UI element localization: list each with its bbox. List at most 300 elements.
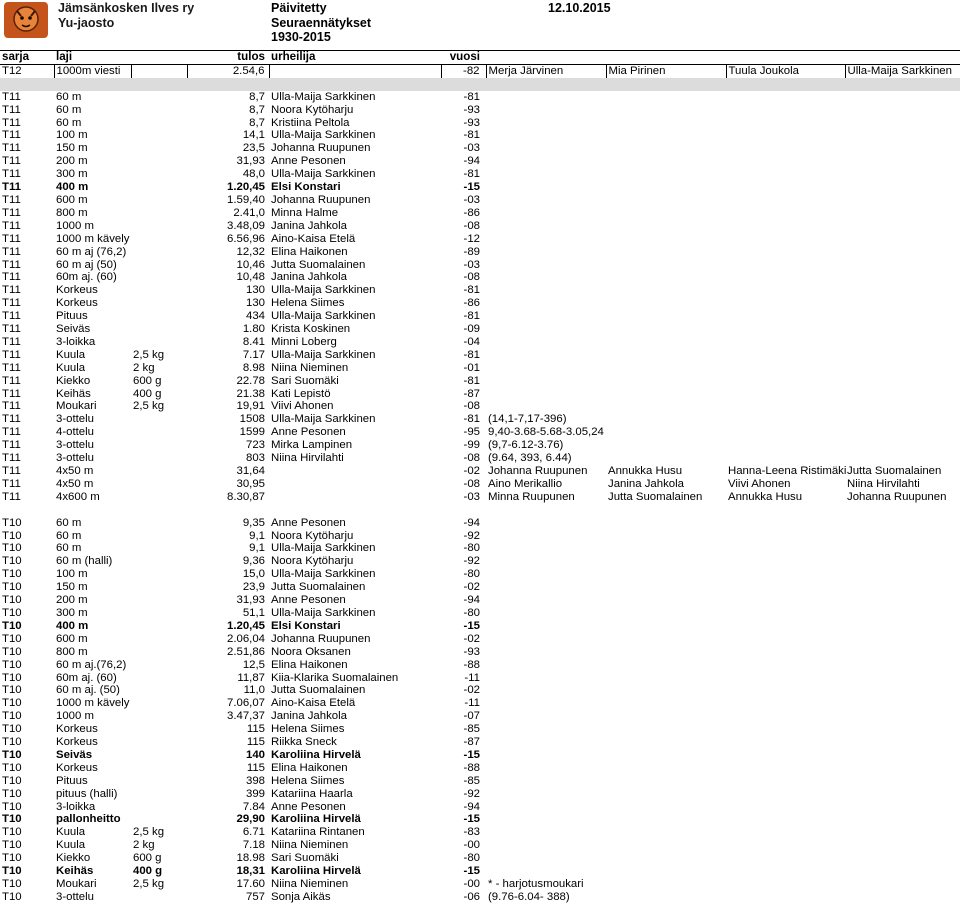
table-cell: T11 bbox=[2, 297, 21, 310]
table-cell: T10 bbox=[2, 878, 22, 890]
table-cell bbox=[845, 362, 960, 375]
table-cell bbox=[726, 181, 845, 194]
table-cell bbox=[606, 388, 726, 401]
table-row bbox=[0, 259, 960, 272]
section-name: Yu-jaosto bbox=[58, 16, 115, 30]
table-cell: 757 bbox=[245, 890, 265, 903]
table-cell bbox=[486, 323, 606, 336]
table-cell bbox=[486, 749, 606, 762]
table-cell: Johanna Ruupunen bbox=[847, 490, 947, 503]
table-cell bbox=[845, 581, 960, 594]
table-cell: -06 bbox=[463, 890, 480, 903]
table-cell bbox=[486, 246, 606, 259]
table-cell bbox=[726, 349, 845, 362]
table-cell bbox=[845, 129, 960, 142]
updated-date: 12.10.2015 bbox=[548, 1, 611, 15]
table-cell bbox=[606, 684, 726, 697]
table-cell bbox=[486, 310, 606, 323]
table-cell bbox=[606, 439, 726, 452]
table-cell bbox=[845, 91, 960, 104]
table-cell bbox=[845, 194, 960, 207]
table-cell: -02 bbox=[463, 684, 480, 697]
table-cell: 7.06,07 bbox=[226, 697, 265, 710]
table-cell: T10 bbox=[2, 632, 22, 645]
table-cell: Seiväs bbox=[56, 748, 93, 761]
table-row bbox=[0, 491, 960, 504]
table-cell bbox=[845, 117, 960, 130]
table-row bbox=[0, 284, 960, 297]
table-cell: Aino Merikallio bbox=[488, 477, 563, 490]
table-row bbox=[0, 142, 960, 155]
table-cell: Janina Jahkola bbox=[271, 271, 347, 284]
table-cell: 100 m bbox=[56, 129, 88, 142]
table-cell bbox=[486, 672, 606, 685]
table-cell bbox=[486, 117, 606, 130]
table-cell: Minna Ruupunen bbox=[488, 490, 575, 503]
table-cell: 1.20,45 bbox=[226, 619, 265, 632]
table-cell bbox=[486, 697, 606, 710]
table-row bbox=[0, 736, 960, 749]
table-cell: 150 m bbox=[56, 142, 88, 155]
table-row bbox=[0, 697, 960, 710]
table-cell: 3-ottelu bbox=[56, 890, 94, 903]
page-header bbox=[0, 0, 960, 48]
table-cell bbox=[606, 362, 726, 375]
table-cell: Anne Pesonen bbox=[271, 155, 346, 168]
table-cell: sarja bbox=[0, 51, 54, 65]
table-cell: T10 bbox=[2, 671, 22, 684]
table-cell bbox=[726, 542, 845, 555]
table-cell bbox=[486, 400, 606, 413]
table-cell: 60 m aj.(76,2) bbox=[56, 658, 127, 671]
table-cell: -12 bbox=[463, 232, 480, 245]
table-cell: 23,9 bbox=[242, 581, 265, 594]
table-cell bbox=[131, 568, 187, 581]
table-cell: Annukka Husu bbox=[608, 465, 683, 477]
table-cell: 6.71 bbox=[242, 826, 265, 839]
table-cell bbox=[845, 310, 960, 323]
table-row bbox=[0, 568, 960, 581]
table-cell bbox=[131, 129, 187, 142]
table-cell: Pituus bbox=[56, 310, 88, 323]
table-cell: -86 bbox=[463, 206, 480, 219]
table-cell: 600 m bbox=[56, 632, 88, 645]
table-cell bbox=[845, 388, 960, 401]
table-cell bbox=[486, 684, 606, 697]
table-cell bbox=[606, 801, 726, 814]
table-row bbox=[0, 426, 960, 439]
table-cell: -81 bbox=[463, 348, 480, 361]
table-cell: -88 bbox=[463, 761, 480, 774]
table-cell bbox=[845, 426, 960, 439]
table-cell bbox=[845, 775, 960, 788]
table-cell: Ulla-Maija Sarkkinen bbox=[845, 64, 960, 77]
table-cell: -00 bbox=[463, 878, 480, 890]
table-cell: T10 bbox=[2, 723, 22, 736]
table-cell: T10 bbox=[2, 839, 22, 852]
table-cell bbox=[131, 478, 187, 491]
table-cell: T10 bbox=[2, 787, 22, 800]
table-cell bbox=[131, 413, 187, 426]
table-cell bbox=[131, 672, 187, 685]
table-cell bbox=[486, 762, 606, 775]
table-cell bbox=[131, 517, 187, 530]
table-cell bbox=[606, 659, 726, 672]
table-cell: 22.78 bbox=[236, 374, 265, 387]
table-cell: Kati Lepistö bbox=[271, 387, 331, 400]
table-cell bbox=[845, 710, 960, 723]
table-cell bbox=[726, 852, 845, 865]
table-cell: Kristiina Peltola bbox=[271, 116, 350, 129]
table-row bbox=[0, 801, 960, 814]
table-row bbox=[0, 852, 960, 865]
table-cell: 4x50 m bbox=[56, 477, 94, 490]
table-cell: -88 bbox=[463, 658, 480, 671]
table-cell: 399 bbox=[245, 787, 265, 800]
table-cell: Ulla-Maija Sarkkinen bbox=[271, 90, 376, 103]
table-cell bbox=[726, 284, 845, 297]
table-cell bbox=[606, 91, 726, 104]
table-cell bbox=[845, 697, 960, 710]
table-cell bbox=[486, 620, 606, 633]
table-cell: 60 m bbox=[56, 542, 82, 555]
table-cell: Elsi Konstari bbox=[271, 619, 341, 632]
table-cell bbox=[726, 91, 845, 104]
table-cell bbox=[845, 555, 960, 568]
table-cell bbox=[726, 555, 845, 568]
table-cell bbox=[726, 246, 845, 259]
table-cell bbox=[726, 684, 845, 697]
table-cell: T11 bbox=[2, 413, 21, 426]
table-cell bbox=[845, 723, 960, 736]
table-cell bbox=[845, 633, 960, 646]
table-cell: Helena Siimes bbox=[271, 297, 345, 310]
table-cell bbox=[131, 259, 187, 272]
table-cell bbox=[726, 155, 845, 168]
table-cell bbox=[486, 826, 606, 839]
table-cell bbox=[131, 117, 187, 130]
table-cell bbox=[606, 233, 726, 246]
table-cell: -02 bbox=[463, 581, 480, 594]
table-cell: -85 bbox=[463, 723, 480, 736]
table-cell bbox=[486, 297, 606, 310]
table-cell bbox=[269, 64, 441, 77]
table-cell: T11 bbox=[2, 374, 21, 387]
table-cell: 18,31 bbox=[236, 865, 265, 878]
table-cell bbox=[726, 891, 845, 904]
table-cell bbox=[726, 142, 845, 155]
table-cell: -03 bbox=[463, 258, 480, 271]
table-cell bbox=[726, 51, 845, 65]
table-cell: Korkeus bbox=[56, 284, 98, 297]
table-row bbox=[0, 310, 960, 323]
table-cell: -94 bbox=[463, 516, 480, 529]
table-cell bbox=[131, 659, 187, 672]
table-cell: Hanna-Leena Ristimäki bbox=[728, 465, 847, 477]
table-cell: 723 bbox=[245, 439, 265, 452]
table-cell: T11 bbox=[2, 465, 21, 477]
table-cell bbox=[131, 801, 187, 814]
table-row bbox=[0, 581, 960, 594]
table-cell: -81 bbox=[463, 129, 480, 142]
table-cell bbox=[845, 207, 960, 220]
table-cell: 2 kg bbox=[133, 361, 155, 374]
table-cell: -85 bbox=[463, 774, 480, 787]
table-cell: -80 bbox=[463, 852, 480, 865]
table-cell: -86 bbox=[463, 297, 480, 310]
table-cell bbox=[606, 129, 726, 142]
table-cell: Aino-Kaisa Etelä bbox=[271, 232, 356, 245]
table-cell: Anne Pesonen bbox=[271, 594, 346, 607]
table-row bbox=[0, 271, 960, 284]
table-cell: Mia Pirinen bbox=[606, 64, 726, 77]
table-cell: 1000m viesti bbox=[54, 64, 131, 77]
table-row bbox=[0, 659, 960, 672]
table-row bbox=[0, 788, 960, 801]
table-cell bbox=[845, 672, 960, 685]
table-cell bbox=[486, 129, 606, 142]
table-row bbox=[0, 710, 960, 723]
table-cell bbox=[131, 723, 187, 736]
table-cell bbox=[131, 246, 187, 259]
table-cell: -82 bbox=[441, 64, 486, 77]
table-cell: 2 kg bbox=[133, 839, 155, 852]
table-cell: T11 bbox=[2, 258, 21, 271]
table-cell: Keihäs bbox=[56, 865, 94, 878]
table-row bbox=[0, 723, 960, 736]
table-cell: Noora Kytöharju bbox=[271, 529, 354, 542]
table-cell bbox=[845, 542, 960, 555]
table-cell bbox=[269, 491, 441, 504]
table-cell bbox=[486, 607, 606, 620]
table-cell: Korkeus bbox=[56, 761, 98, 774]
table-cell bbox=[845, 413, 960, 426]
table-cell: Korkeus bbox=[56, 736, 98, 749]
table-row bbox=[0, 878, 960, 891]
table-cell: Kuula bbox=[56, 348, 86, 361]
table-cell bbox=[486, 775, 606, 788]
table-cell: -99 bbox=[463, 439, 480, 452]
table-cell bbox=[606, 104, 726, 117]
table-cell: T10 bbox=[2, 774, 22, 787]
table-cell bbox=[845, 839, 960, 852]
table-cell: -92 bbox=[463, 787, 480, 800]
table-cell: Ulla-Maija Sarkkinen bbox=[271, 168, 376, 181]
table-cell bbox=[486, 181, 606, 194]
table-cell bbox=[131, 194, 187, 207]
table-cell: Anne Pesonen bbox=[271, 426, 346, 439]
table-cell: 1000 m kävely bbox=[56, 697, 130, 710]
table-cell: 19,91 bbox=[236, 400, 265, 413]
table-cell: 60 m bbox=[56, 529, 82, 542]
table-row bbox=[0, 633, 960, 646]
table-cell bbox=[486, 646, 606, 659]
table-cell: 9,36 bbox=[242, 555, 265, 568]
table-cell: T11 bbox=[2, 103, 21, 116]
table-cell: 8.98 bbox=[242, 361, 265, 374]
table-row bbox=[0, 336, 960, 349]
table-row bbox=[0, 362, 960, 375]
table-row bbox=[0, 155, 960, 168]
table-cell: Noora Kytöharju bbox=[271, 555, 354, 568]
table-cell: 398 bbox=[245, 774, 265, 787]
table-cell bbox=[131, 633, 187, 646]
table-cell: Noora Oksanen bbox=[271, 645, 351, 658]
table-cell bbox=[845, 865, 960, 878]
table-cell: Karoliina Hirvelä bbox=[271, 748, 361, 761]
table-cell bbox=[486, 168, 606, 181]
table-cell: 60 m bbox=[56, 90, 82, 103]
table-cell bbox=[726, 568, 845, 581]
table-cell bbox=[845, 375, 960, 388]
table-cell: -02 bbox=[463, 465, 480, 477]
table-cell bbox=[131, 207, 187, 220]
table-cell bbox=[845, 530, 960, 543]
table-cell: 434 bbox=[245, 310, 265, 323]
table-row bbox=[0, 607, 960, 620]
table-cell: T10 bbox=[2, 761, 22, 774]
table-cell: 2,5 kg bbox=[133, 878, 165, 890]
table-cell: 23,5 bbox=[242, 142, 265, 155]
table-cell bbox=[606, 426, 726, 439]
table-cell: -89 bbox=[463, 245, 480, 258]
table-cell: 48,0 bbox=[242, 168, 265, 181]
table-cell bbox=[606, 839, 726, 852]
blank-row bbox=[0, 504, 960, 517]
table-cell bbox=[486, 362, 606, 375]
table-cell: Korkeus bbox=[56, 297, 98, 310]
table-cell: 2,5 kg bbox=[133, 348, 165, 361]
table-cell: T11 bbox=[2, 116, 21, 129]
table-cell bbox=[486, 723, 606, 736]
table-row bbox=[0, 91, 960, 104]
table-cell: -92 bbox=[463, 529, 480, 542]
table-cell: Karoliina Hirvelä bbox=[271, 813, 361, 826]
table-cell: Johanna Ruupunen bbox=[271, 632, 371, 645]
table-cell: 115 bbox=[246, 723, 265, 736]
table-cell bbox=[845, 400, 960, 413]
table-cell: Niina Nieminen bbox=[271, 878, 349, 890]
table-cell: 18.98 bbox=[236, 852, 265, 865]
records-table-body bbox=[0, 51, 960, 904]
table-cell bbox=[845, 271, 960, 284]
table-cell: Aino-Kaisa Etelä bbox=[271, 697, 356, 710]
table-cell bbox=[486, 336, 606, 349]
table-cell: -08 bbox=[463, 477, 480, 490]
table-cell: 21.38 bbox=[236, 387, 265, 400]
separator-row bbox=[0, 78, 960, 91]
table-cell: T11 bbox=[2, 400, 21, 413]
table-cell: T11 bbox=[2, 477, 21, 490]
table-cell: 3.48,09 bbox=[226, 219, 265, 232]
table-row bbox=[0, 349, 960, 362]
table-cell bbox=[486, 155, 606, 168]
table-cell bbox=[726, 633, 845, 646]
table-cell: T11 bbox=[2, 142, 21, 155]
table-cell: T11 bbox=[2, 155, 21, 168]
table-row bbox=[0, 413, 960, 426]
table-cell: (14,1-7,17-396) bbox=[488, 413, 567, 426]
table-cell bbox=[131, 426, 187, 439]
table-cell: Johanna Ruupunen bbox=[271, 193, 371, 206]
table-cell bbox=[606, 826, 726, 839]
table-cell: 60m aj. (60) bbox=[56, 271, 117, 284]
table-cell: 115 bbox=[246, 736, 265, 749]
table-cell: 9,1 bbox=[249, 529, 265, 542]
table-cell bbox=[486, 710, 606, 723]
table-cell: 30,95 bbox=[236, 477, 265, 490]
table-cell: -11 bbox=[464, 697, 480, 710]
table-cell bbox=[726, 117, 845, 130]
table-cell: -95 bbox=[463, 426, 480, 439]
table-cell bbox=[845, 659, 960, 672]
table-cell bbox=[606, 697, 726, 710]
table-row bbox=[0, 233, 960, 246]
table-cell: T10 bbox=[2, 568, 22, 581]
table-cell bbox=[606, 168, 726, 181]
table-cell bbox=[845, 104, 960, 117]
table-cell: Krista Koskinen bbox=[271, 323, 351, 336]
table-row bbox=[0, 672, 960, 685]
table-cell bbox=[486, 194, 606, 207]
table-cell bbox=[486, 233, 606, 246]
table-cell bbox=[269, 478, 441, 491]
table-row bbox=[0, 117, 960, 130]
table-cell bbox=[606, 530, 726, 543]
table-cell bbox=[606, 633, 726, 646]
table-cell bbox=[726, 207, 845, 220]
table-cell: -81 bbox=[463, 413, 480, 426]
table-cell: -80 bbox=[463, 542, 480, 555]
table-cell bbox=[726, 388, 845, 401]
table-cell: T11 bbox=[2, 335, 21, 348]
table-cell: T10 bbox=[2, 697, 22, 710]
table-row bbox=[0, 891, 960, 904]
table-cell bbox=[606, 246, 726, 259]
table-cell bbox=[486, 801, 606, 814]
table-row bbox=[0, 555, 960, 568]
table-cell bbox=[845, 607, 960, 620]
table-cell bbox=[486, 284, 606, 297]
page-title: Seuraennätykset bbox=[271, 16, 372, 30]
table-cell: 10,48 bbox=[236, 271, 265, 284]
table-cell: 60 m bbox=[56, 116, 82, 129]
table-cell: T10 bbox=[2, 555, 22, 568]
table-cell: 11,0 bbox=[243, 684, 265, 697]
table-cell: 600 g bbox=[133, 852, 162, 865]
table-cell: 1.59,40 bbox=[226, 193, 265, 206]
table-row bbox=[0, 194, 960, 207]
table-cell bbox=[726, 104, 845, 117]
table-row bbox=[0, 375, 960, 388]
table-cell: -15 bbox=[463, 865, 480, 878]
table-row bbox=[0, 129, 960, 142]
table-cell: T11 bbox=[2, 219, 21, 232]
table-cell bbox=[726, 581, 845, 594]
table-row bbox=[0, 646, 960, 659]
table-cell: 600 g bbox=[133, 374, 162, 387]
relay-row bbox=[0, 64, 960, 77]
table-cell bbox=[486, 142, 606, 155]
table-cell bbox=[606, 220, 726, 233]
table-cell: T11 bbox=[2, 439, 21, 452]
table-row bbox=[0, 168, 960, 181]
table-cell: 140 bbox=[245, 748, 265, 761]
table-cell: Ulla-Maija Sarkkinen bbox=[271, 348, 376, 361]
table-cell: Sonja Aikäs bbox=[271, 890, 331, 903]
table-cell bbox=[845, 594, 960, 607]
table-cell: T10 bbox=[2, 800, 22, 813]
